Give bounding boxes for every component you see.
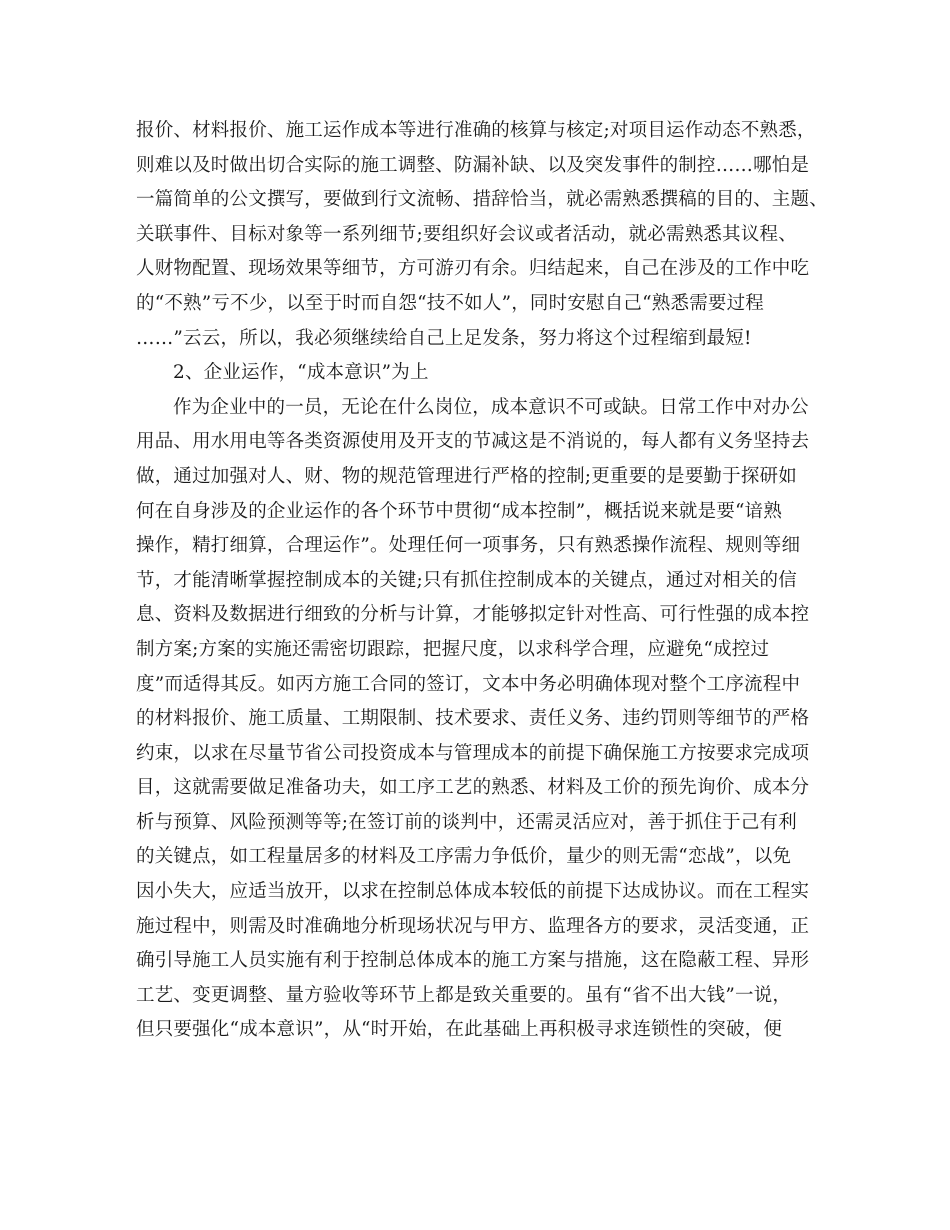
text-line: 工艺、变更调整、量方验收等环节上都是致关重要的。虽有“省不出大钱”一说， [136, 984, 792, 1006]
text-line: 的“不熟”亏不少，以至于时而自怨“技不如人”，同时安慰自己“熟悉需要过程 [136, 292, 764, 314]
text-line: 目，这就需要做足准备功夫，如工序工艺的熟悉、材料及工价的预先询价、成本分 [136, 777, 810, 799]
text-line: 2、企业运作，“成本意识”为上 [173, 362, 429, 384]
text-line: 报价、材料报价、施工运作成本等进行准确的核算与核定;对项目运作动态不熟悉， [136, 120, 816, 141]
text-line: 做，通过加强对人、财、物的规范管理进行严格的控制;更重要的是要勤于探研如 [136, 465, 797, 487]
text-line: 作为企业中的一员，无论在什么岗位，成本意识不可或缺。日常工作中对办公 [173, 396, 809, 418]
text-line: ……”云云，所以，我必须继续给自己上足发条，努力将这个过程缩到最短! [136, 327, 752, 349]
text-line: 则难以及时做出切合实际的施工调整、防漏补缺、以及突发事件的制控……哪怕是 [136, 154, 810, 176]
text-line: 人财物配置、现场效果等细节，方可游刃有余。归结起来，自己在涉及的工作中吃 [136, 258, 810, 280]
text-line: 约束，以求在尽量节省公司投资成本与管理成本的前提下确保施工方按要求完成项 [136, 742, 810, 764]
text-line: 的材料报价、施工质量、工期限制、技术要求、责任义务、违约罚则等细节的严格 [136, 708, 810, 730]
text-line: 节，才能清晰掌握控制成本的关键;只有抓住控制成本的关键点，通过对相关的信 [136, 569, 797, 591]
text-line: 确引导施工人员实施有利于控制总体成本的施工方案与措施，这在隐蔽工程、异形 [136, 950, 810, 972]
text-line: 析与预算、风险预测等等;在签订前的谈判中，还需灵活应对，善于抓住于己有利 [136, 811, 797, 833]
text-line: 何在自身涉及的企业运作的各个环节中贯彻“成本控制”，概括说来就是要“谙熟 [136, 500, 783, 522]
text-line: 因小失大，应适当放开，以求在控制总体成本较低的前提下达成协议。而在工程实 [136, 881, 810, 903]
text-line: 制方案;方案的实施还需密切跟踪，把握尺度，以求科学合理，应避免“成控过 [136, 638, 770, 660]
text-line: 但只要强化“成本意识”，从“时开始，在此基础上再积极寻求连锁性的突破，便 [136, 1019, 783, 1041]
text-line: 息、资料及数据进行细致的分析与计算，才能够拟定针对性高、可行性强的成本控 [136, 604, 810, 626]
text-line: 度”而适得其反。如丙方施工合同的签订，文本中务必明确体现对整个工序流程中 [136, 673, 801, 695]
text-line: 关联事件、目标对象等一系列细节;要组织好会议或者活动，就必需熟悉其议程、 [136, 223, 797, 245]
document-body [136, 114, 826, 1048]
text-line: 一篇简单的公文撰写，要做到行文流畅、措辞恰当，就必需熟悉撰稿的目的、主题、 [136, 189, 828, 211]
text-line: 施过程中，则需及时准确地分析现场状况与甲方、监理各方的要求，灵活变通，正 [136, 915, 810, 937]
text-line: 用品、用水用电等各类资源使用及开支的节减这是不消说的，每人都有义务坚持去 [136, 431, 810, 453]
text-line: 的关键点，如工程量居多的材料及工序需力争低价，量少的则无需“恋战”，以免 [136, 846, 792, 868]
text-line: 操作，精打细算，合理运作”。处理任何一项事务，只有熟悉操作流程、规则等细 [136, 535, 801, 557]
